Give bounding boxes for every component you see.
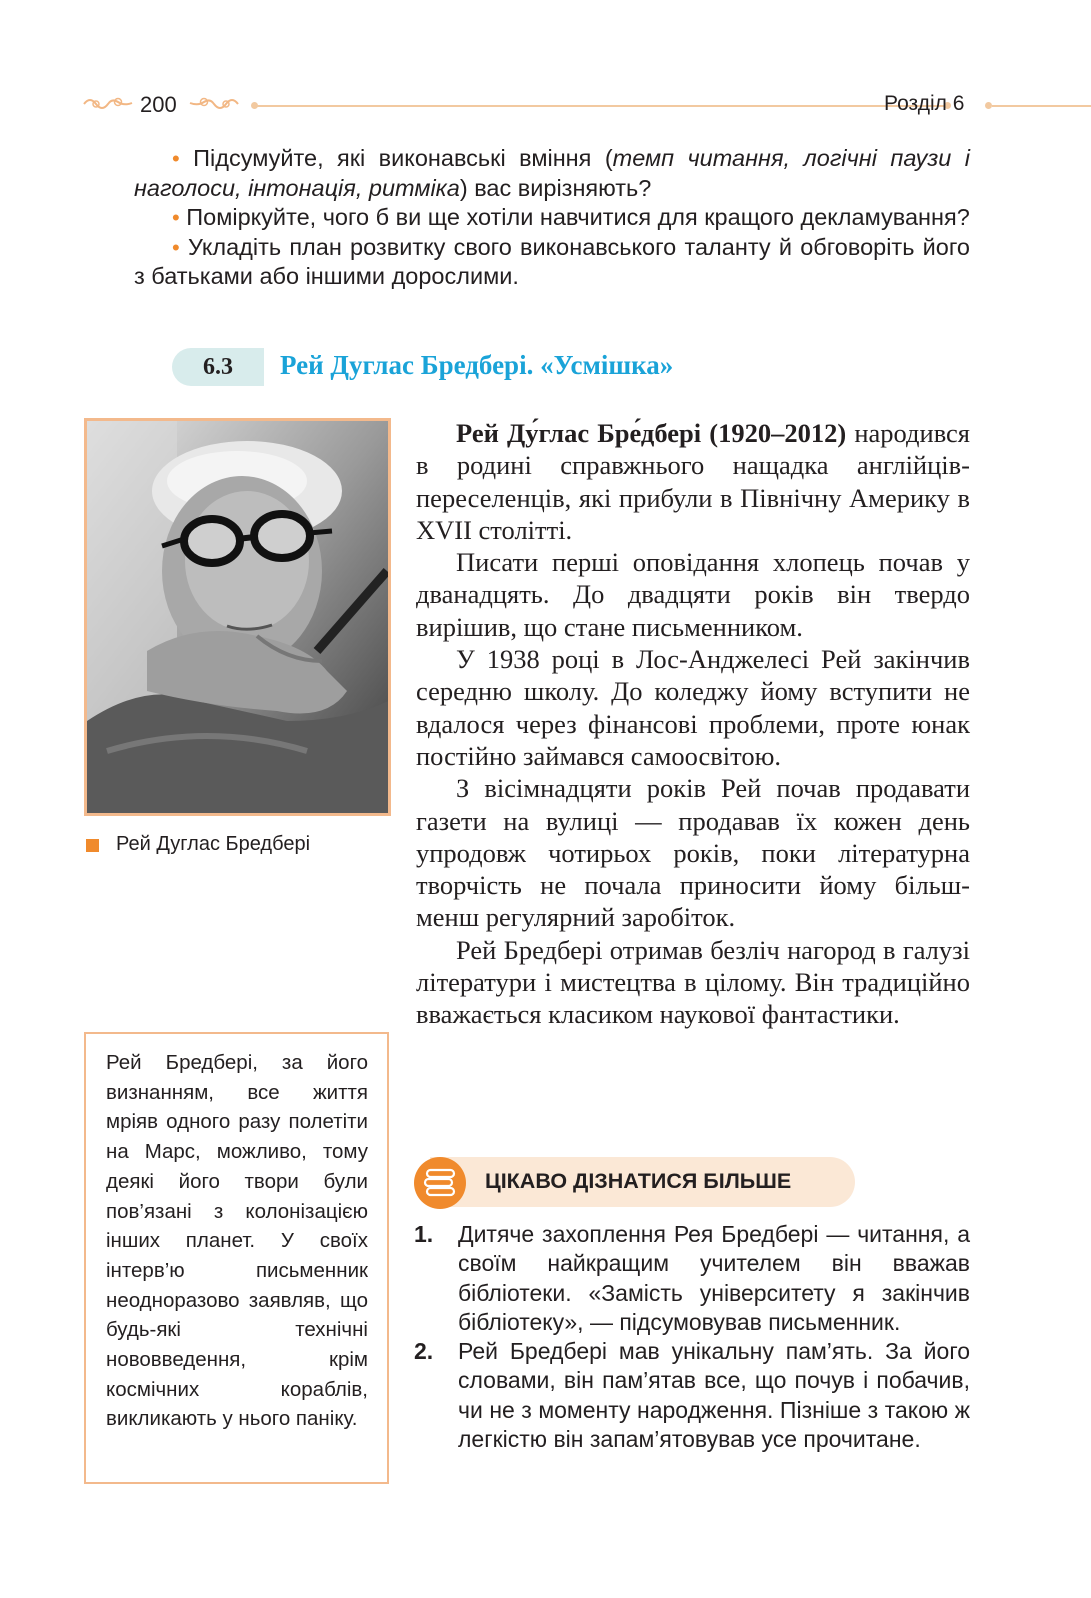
list-item [414,1337,970,1454]
page-header [82,88,1091,124]
side-note-text: Рей Бредбері, за його визнанням, все життя мріяв одного разу полетіти на Марс, можливо, тому деякі його твори були пов’язані з колонізацією інших планет. У своїх інтерв’ю письменник неодноразово заявляв, що будь-які технічні нововведення, крім космічних кораблів, викликають у нього паніку. [106,1051,368,1431]
bullet-item: • Поміркуйте, чого б ви ще хотіли навчитися для кращого декламування? [172,204,970,230]
item-number: 2. [414,1338,434,1365]
item-text: Рей Бредбері мав унікальну пам’ять. За його словами, він пам’ятав все, що почув і побачив, чи не з моменту народження. Пізніше з такою ж легкістю він запам’ятовував усе прочитане. [458,1338,970,1453]
item-number: 1. [414,1221,434,1247]
section-number-badge [172,348,264,386]
ornament-right-icon [188,94,240,114]
section-label: Розділ 6 [884,92,965,115]
header-rule [254,105,944,107]
author-biography [416,417,970,1031]
bullet-icon: • [172,146,180,171]
bio-paragraph: З вісімнадцяти років Рей почав продавати газети на вулиці — продавав їх кожен день упродовж чотирьох років, поки літературна творчість не почала приносити йому більш-менш регулярний заробіток. [416,773,970,933]
bullet-item: • Укладіть план розвитку свого виконавського таланту й обговоріть його з батьками або іншими дорослими. [134,233,970,289]
page-number: 200 [140,92,177,117]
bio-paragraph: Писати перші оповідання хлопець почав у дванадцять. До двадцяти років він твердо вирішив, що стане письменником. [416,547,970,642]
learn-more-title: ЦІКАВО ДІЗНАТИСЯ БІЛЬШЕ [485,1169,792,1193]
caption-marker [86,839,99,852]
facts-list [414,1220,970,1454]
header-rule-dot [985,102,992,109]
bio-paragraph: У 1938 році в Лос-Анджелесі Рей закінчив середню школу. До коледжу йому вступити не вдалося через фінансові проблеми, проте юнак постійно займався самоосвітою. [416,644,970,771]
section-number: 6.3 [203,354,233,380]
bullet-icon: • [172,234,180,260]
header-rule-dot [251,102,258,109]
section-title: Рей Дуглас Бредбері. «Усмішка» [280,350,674,380]
bio-paragraph: Рей Ду́глас Бре́дбері (1920–2012) народився в родині справжнього нащадка англійців-переселенців, які прибули в Північну Америку в XVII столітті. [416,418,970,545]
author-name: Рей Ду́глас Бре́дбері (1920–2012) [456,418,847,448]
list-item [414,1220,970,1337]
header-rule [992,105,1091,107]
bullet-list [134,144,970,292]
author-portrait [84,418,391,816]
bullet-icon: • [172,205,180,230]
bullet-item: • Підсумуйте, які виконавські вміння (темп читання, логічні паузи і наголоси, інтонація, ритміка) вас вирізняють? [134,145,971,201]
item-text: Дитяче захоплення Рея Бредбері — читання, а своїм найкращим учителем він вважав бібліотеки. «Замість університету я закінчив бібліотеку», — підсумовував письменник. [458,1221,970,1335]
photo-caption: Рей Дуглас Бредбері [116,833,311,855]
portrait-image [87,421,388,813]
bio-paragraph: Рей Бредбері отримав безліч нагород в галузі літератури і мистецтва в цілому. Він традиційно вважається класиком наукової фантастики. [416,934,970,1030]
books-icon [414,1157,466,1209]
side-note-box [84,1032,389,1484]
ornament-left-icon [82,94,134,114]
